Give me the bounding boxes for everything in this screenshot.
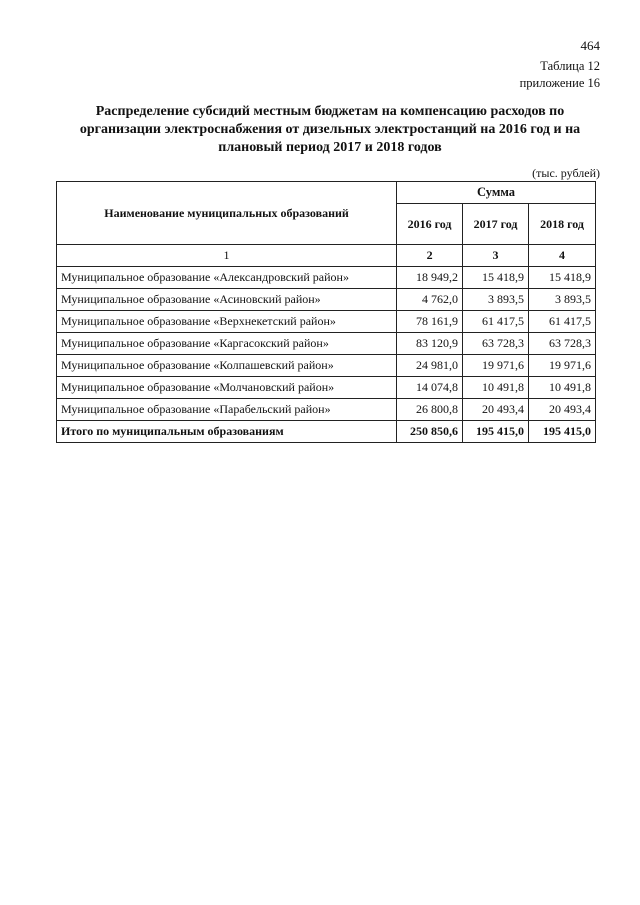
subsidy-table <box>56 181 596 443</box>
table-row <box>57 311 596 333</box>
row-value-2017: 61 417,5 <box>463 311 529 333</box>
row-value-2016: 24 981,0 <box>397 355 463 377</box>
table-row <box>57 267 596 289</box>
column-number-2: 2 <box>397 245 463 267</box>
total-value-2017: 195 415,0 <box>463 421 529 443</box>
row-value-2016: 78 161,9 <box>397 311 463 333</box>
row-value-2016: 14 074,8 <box>397 377 463 399</box>
row-value-2018: 3 893,5 <box>529 289 596 311</box>
row-name: Муниципальное образование «Каргасокский район» <box>57 333 397 355</box>
column-number-4: 4 <box>529 245 596 267</box>
header-row <box>57 182 596 204</box>
header-year-2017: 2017 год <box>463 204 529 245</box>
page-number: 464 <box>580 38 600 53</box>
column-number-1: 1 <box>57 245 397 267</box>
table-row <box>57 355 596 377</box>
header-name-column: Наименование муниципальных образований <box>57 182 397 245</box>
total-name: Итого по муниципальным образованиям <box>57 421 397 443</box>
row-name: Муниципальное образование «Колпашевский район» <box>57 355 397 377</box>
row-value-2017: 19 971,6 <box>463 355 529 377</box>
appendix-label: приложение 16 <box>519 76 600 90</box>
total-value-2016: 250 850,6 <box>397 421 463 443</box>
header-year-2018: 2018 год <box>529 204 596 245</box>
column-number-3: 3 <box>463 245 529 267</box>
table-label: Таблица 12 <box>540 59 600 73</box>
row-value-2016: 26 800,8 <box>397 399 463 421</box>
row-value-2018: 20 493,4 <box>529 399 596 421</box>
row-name: Муниципальное образование «Александровский район» <box>57 267 397 289</box>
row-name: Муниципальное образование «Парабельский район» <box>57 399 397 421</box>
appendix-reference <box>520 58 600 92</box>
row-name: Муниципальное образование «Молчановский район» <box>57 377 397 399</box>
table-row <box>57 333 596 355</box>
unit-label: (тыс. рублей) <box>532 166 600 180</box>
row-value-2018: 10 491,8 <box>529 377 596 399</box>
table-row <box>57 399 596 421</box>
row-value-2016: 18 949,2 <box>397 267 463 289</box>
row-name: Муниципальное образование «Асиновский район» <box>57 289 397 311</box>
document-title: Распределение субсидий местным бюджетам на компенсацию расходов по организации электроснабжения от дизельных электростанций на 2016 год и на плановый период 2017 и 2018 годов <box>79 104 581 155</box>
total-row <box>57 421 596 443</box>
table-row <box>57 289 596 311</box>
row-value-2016: 83 120,9 <box>397 333 463 355</box>
row-name: Муниципальное образование «Верхнекетский район» <box>57 311 397 333</box>
table-row <box>57 377 596 399</box>
header-sum: Сумма <box>397 182 596 204</box>
header-year-2016: 2016 год <box>397 204 463 245</box>
row-value-2016: 4 762,0 <box>397 289 463 311</box>
row-value-2017: 20 493,4 <box>463 399 529 421</box>
column-numbers-row <box>57 245 596 267</box>
row-value-2017: 15 418,9 <box>463 267 529 289</box>
row-value-2018: 63 728,3 <box>529 333 596 355</box>
row-value-2017: 10 491,8 <box>463 377 529 399</box>
row-value-2017: 3 893,5 <box>463 289 529 311</box>
row-value-2017: 63 728,3 <box>463 333 529 355</box>
total-value-2018: 195 415,0 <box>529 421 596 443</box>
row-value-2018: 15 418,9 <box>529 267 596 289</box>
row-value-2018: 19 971,6 <box>529 355 596 377</box>
row-value-2018: 61 417,5 <box>529 311 596 333</box>
